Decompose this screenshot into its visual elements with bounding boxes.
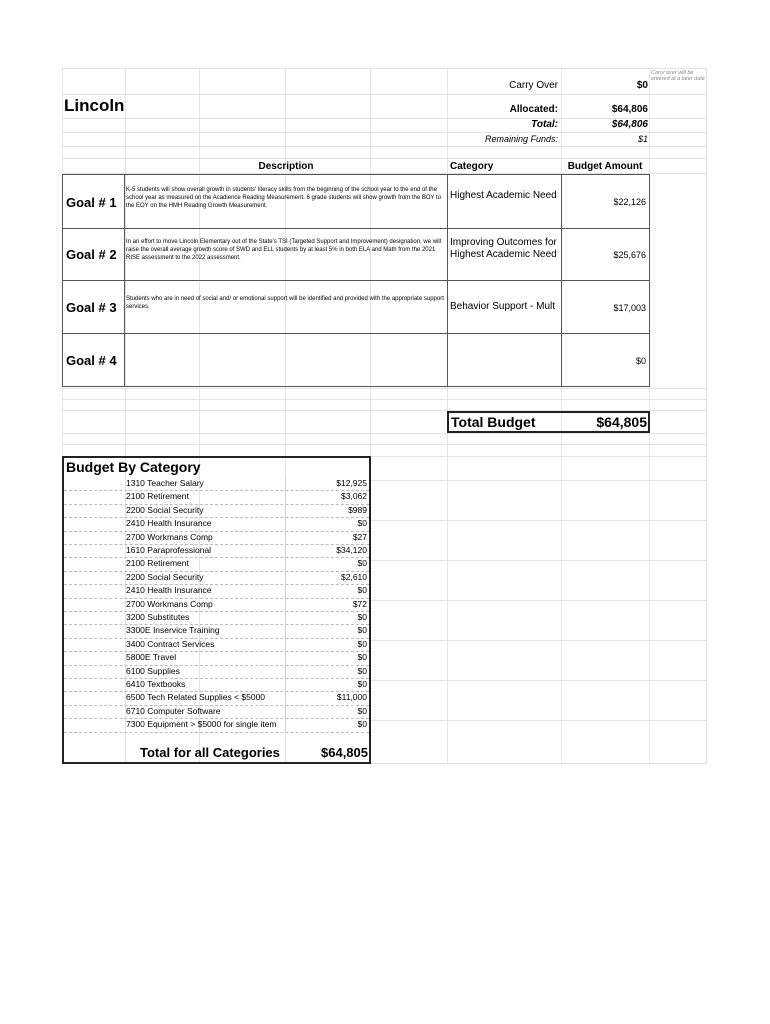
goal-2-category: Improving Outcomes for (450, 237, 557, 248)
budget-category-row (126, 571, 369, 584)
total-budget-label: Total Budget (451, 414, 536, 430)
allocated-label: Allocated: (509, 104, 558, 115)
budget-category-label: 3400 Contract Services (126, 638, 215, 649)
budget-category-row (126, 678, 369, 691)
budget-category-label: 6500 Tech Related Supplies < $5000 (126, 692, 266, 703)
budget-category-label: 2410 Health Insurance (126, 518, 212, 529)
budget-category-label: 3200 Substitutes (126, 612, 190, 622)
budget-category-row (126, 691, 369, 704)
budget-category-value: $0 (357, 558, 367, 569)
total-value: $64,806 (611, 119, 648, 130)
total-budget-value: $64,805 (596, 414, 647, 430)
carry-over-label: Carry Over (509, 80, 558, 91)
goal-1-amount: $22,126 (613, 197, 646, 207)
budget-category-row (126, 611, 369, 624)
goal-3-description: Students who are in need of social and/ or emotional support will be identified and provided with the appropriate support services. (126, 296, 444, 310)
budget-category-row (126, 651, 369, 664)
budget-category-row (126, 624, 369, 637)
budget-category-row (126, 504, 369, 517)
budget-category-value: $3,062 (341, 491, 367, 502)
budget-category-row (126, 544, 369, 557)
goal-4-label: Goal # 4 (66, 353, 117, 368)
budget-category-label: 1610 Paraprofessional (126, 545, 212, 555)
budget-category-label: 2200 Social Security (126, 571, 204, 582)
budget-category-label: 7300 Equipment > $5000 for single item (126, 719, 277, 730)
goal-1-label: Goal # 1 (66, 195, 117, 210)
budget-category-row (126, 718, 369, 731)
category-value-divider (285, 477, 286, 732)
budget-category-label: 2700 Workmans Comp (126, 531, 213, 542)
budget-category-value: $0 (357, 705, 367, 716)
budget-category-row (126, 557, 369, 570)
category-header: Category (450, 161, 494, 172)
budget-category-row (126, 517, 369, 530)
total-label: Total: (531, 119, 558, 130)
remaining-funds-label: Remaining Funds: (484, 134, 558, 144)
row-divider (64, 732, 369, 733)
total-all-categories-value: $64,805 (321, 745, 368, 760)
goal-4-amount: $0 (635, 356, 646, 366)
budget-category-value: $0 (357, 652, 367, 663)
budget-category-value: $2,610 (341, 571, 367, 582)
budget-category-value: $72 (352, 598, 367, 609)
budget-category-label: 2100 Retirement (126, 558, 189, 569)
budget-category-value: $0 (357, 679, 367, 689)
budget-category-row (126, 490, 369, 503)
remaining-funds-value: $1 (637, 134, 648, 144)
budget-category-label: 2410 Health Insurance (126, 585, 212, 596)
carry-over-note: Carry over will be entered at a later date (651, 70, 705, 82)
budget-category-label: 3300E Inservice Training (126, 625, 220, 636)
goal-2-amount: $25,676 (613, 250, 646, 260)
goal-3-category: Behavior Support - Mult (450, 301, 556, 312)
school-name: Lincoln (64, 96, 125, 115)
budget-category-row (126, 531, 369, 544)
budget-category-value: $989 (348, 504, 367, 515)
budget-category-value: $0 (357, 625, 367, 636)
budget-category-row (126, 584, 369, 597)
budget-by-category-title: Budget By Category (66, 459, 201, 475)
carry-over-value: $0 (636, 80, 648, 91)
budget-category-value: $0 (357, 665, 367, 676)
budget-category-row (126, 477, 369, 490)
goal-3-amount: $17,003 (613, 303, 646, 313)
budget-category-label: 2100 Retirement (126, 491, 189, 502)
goal-1-description: K-5 students will show overall growth in students' literacy skills from the beginning of the school year to the end of the school year as measured on the Acadience Reading Measurement. 6 grade students will show growth from the BOY to the EOY on the HMH Reading Growth Measurement. (126, 187, 442, 209)
total-all-categories-label: Total for all Categories (140, 745, 280, 760)
budget-category-value: $0 (357, 612, 367, 622)
description-header: Description (258, 161, 314, 172)
budget-category-label: 5800E Travel (126, 652, 177, 663)
budget-category-value: $0 (357, 638, 367, 649)
goal-1-category: Highest Academic Need (450, 190, 557, 201)
budget-category-row (126, 598, 369, 611)
budget-category-label: 6410 Textbooks (126, 679, 186, 689)
budget-category-label: 2200 Social Security (126, 504, 204, 515)
budget-category-label: 2700 Workmans Comp (126, 598, 213, 609)
budget-category-row (126, 665, 369, 678)
budget-category-row (126, 705, 369, 718)
goal-2-category-line2: Highest Academic Need (450, 249, 557, 260)
allocated-value: $64,806 (611, 104, 648, 115)
budget-category-value: $12,925 (336, 478, 367, 488)
goal-2-label: Goal # 2 (66, 247, 117, 262)
budget-category-row (126, 638, 369, 651)
budget-category-label: 1310 Teacher Salary (126, 478, 204, 488)
budget-amount-header: Budget Amount (567, 161, 643, 172)
budget-category-label: 6100 Supplies (126, 665, 180, 676)
budget-category-value: $34,120 (336, 545, 367, 555)
budget-category-value: $0 (357, 518, 367, 529)
goal-2-description: In an effort to move Lincoln Elementary out of the State's TSI (Targeted Support and Improvement) designation, we will raise the overall average growth score of SWD and ELL students by at least 5% in both ELA and Math from the 2021 RISE assessment to the 2022 assessment. (126, 239, 442, 261)
goal-3-label: Goal # 3 (66, 300, 117, 315)
budget-category-value: $0 (357, 719, 367, 730)
budget-category-label: 6710 Computer Software (126, 705, 221, 716)
budget-category-value: $27 (352, 531, 367, 542)
budget-category-value: $0 (357, 585, 367, 596)
budget-category-value: $11,000 (336, 692, 367, 703)
